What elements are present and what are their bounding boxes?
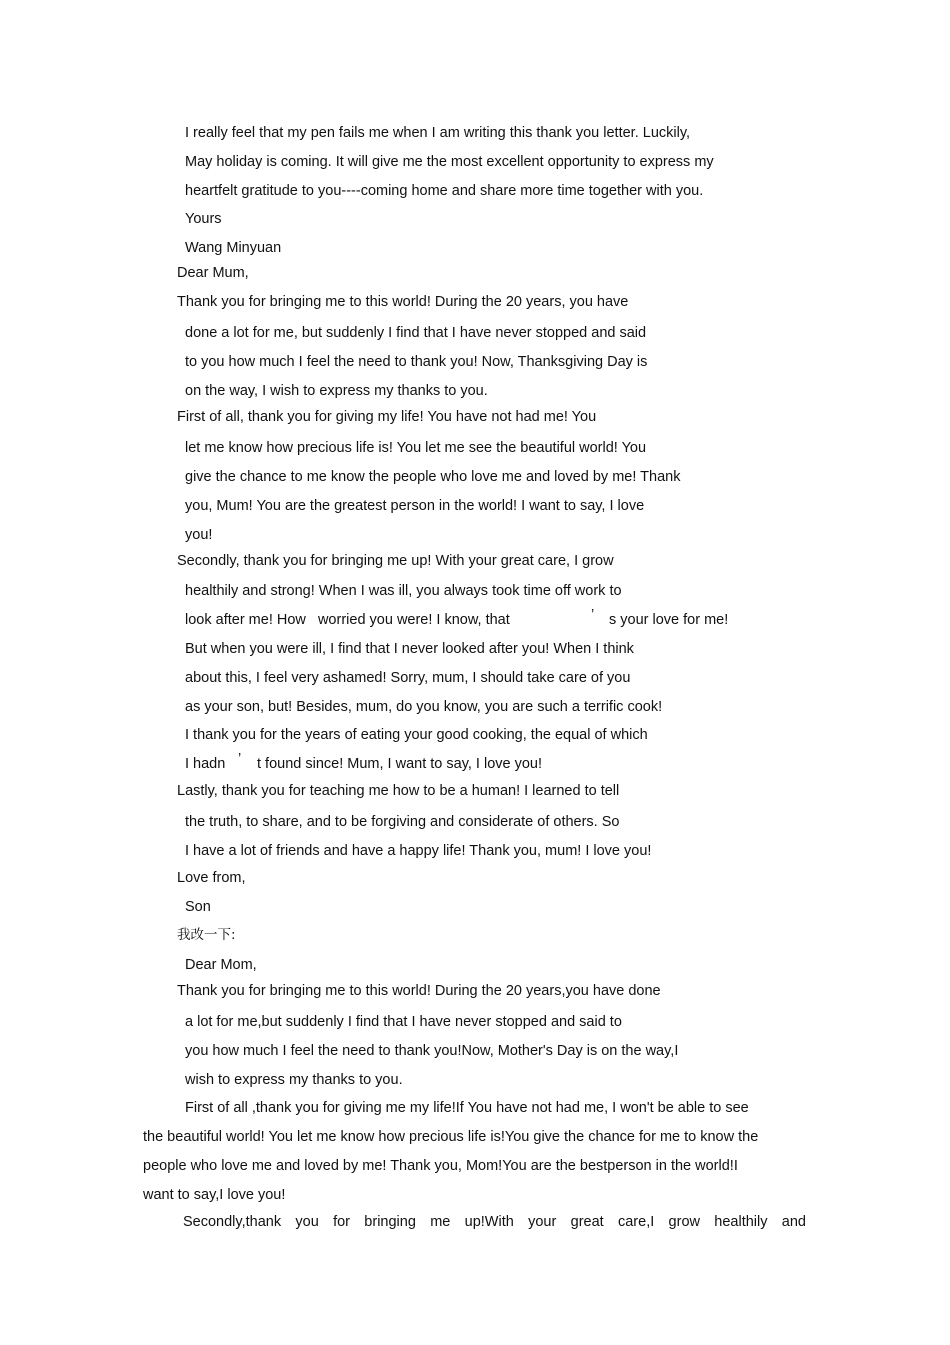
letter2-p1-line-1: Thank you for bringing me to this world! During the 20 years, you have [177, 294, 629, 310]
letter3-p1-line-2: a lot for me,but suddenly I find that I have never stopped and said to [185, 1014, 622, 1030]
letter1-line-3: heartfelt gratitude to you----coming home and share more time together with you. [185, 183, 704, 199]
letter3-p1-line-4: wish to express my thanks to you. [185, 1072, 403, 1088]
letter3-p2-line-1: First of all ,thank you for giving me my life!If You have not had me, I won't be able to see [185, 1100, 749, 1116]
letter2-closing: Love from, [177, 870, 246, 886]
letter2-p4-line-1: Lastly, thank you for teaching me how to be a human! I learned to tell [177, 783, 620, 799]
letter2-p3-apostrophe-1: ’ [591, 607, 595, 623]
letter2-p1-line-4: on the way, I wish to express my thanks to you. [185, 383, 488, 399]
letter1-line-2: May holiday is coming. It will give me the most excellent opportunity to express my [185, 154, 714, 170]
letter3-p2-line-4: want to say,I love you! [143, 1187, 286, 1203]
letter2-signature: Son [185, 899, 211, 915]
letter3-p3-line-1: Secondly,thank you for bringing me up!With your great care,I grow healthily and [183, 1214, 806, 1230]
letter1-line-1: I really feel that my pen fails me when I am writing this thank you letter. Luckily, [185, 125, 691, 141]
letter2-salutation: Dear Mum, [177, 265, 249, 281]
letter2-p2-line-2: let me know how precious life is! You let me see the beautiful world! You [185, 440, 647, 456]
letter2-p1-line-3: to you how much I feel the need to thank you! Now, Thanksgiving Day is [185, 354, 648, 370]
letter2-p3-apostrophe-2: ’ [238, 751, 242, 767]
letter2-p2-line-4: you, Mum! You are the greatest person in the world! I want to say, I love [185, 498, 645, 514]
letter2-p3-line-8a: I hadn [185, 756, 226, 772]
letter2-p3-line-1: Secondly, thank you for bringing me up! With your great care, I grow [177, 553, 614, 569]
letter2-p2-line-3: give the chance to me know the people who love me and loved by me! Thank [185, 469, 681, 485]
letter1-closing: Yours [185, 211, 222, 227]
revision-label: 我改一下: [177, 927, 236, 943]
letter2-p2-line-5: you! [185, 527, 213, 543]
letter2-p4-line-2: the truth, to share, and to be forgiving and considerate of others. So [185, 814, 620, 830]
letter3-p1-line-3: you how much I feel the need to thank you!Now, Mother's Day is on the way,I [185, 1043, 679, 1059]
letter2-p3-line-6: as your son, but! Besides, mum, do you know, you are such a terrific cook! [185, 699, 663, 715]
letter2-p3-line-8b: t found since! Mum, I want to say, I love you! [257, 756, 543, 772]
letter2-p3-line-7: I thank you for the years of eating your good cooking, the equal of which [185, 727, 648, 743]
letter1-signature: Wang Minyuan [185, 240, 282, 256]
letter2-p1-line-2: done a lot for me, but suddenly I find that I have never stopped and said [185, 325, 647, 341]
letter3-p2-line-3: people who love me and loved by me! Thank you, Mom!You are the bestperson in the world!I [143, 1158, 738, 1174]
letter2-p3-line-2: healthily and strong! When I was ill, you always took time off work to [185, 583, 622, 599]
letter2-p3-line-3a: look after me! How worried you were! I know, that [185, 612, 510, 628]
letter3-p2-line-2: the beautiful world! You let me know how precious life is!You give the chance for me to know the [143, 1129, 759, 1145]
letter3-salutation: Dear Mom, [185, 957, 257, 973]
letter2-p3-line-4: But when you were ill, I find that I never looked after you! When I think [185, 641, 634, 657]
letter2-p3-line-5: about this, I feel very ashamed! Sorry, mum, I should take care of you [185, 670, 631, 686]
letter2-p3-line-3b: s your love for me! [609, 612, 729, 628]
letter2-p2-line-1: First of all, thank you for giving my life! You have not had me! You [177, 409, 597, 425]
letter2-p4-line-3: I have a lot of friends and have a happy life! Thank you, mum! I love you! [185, 843, 652, 859]
letter3-p1-line-1: Thank you for bringing me to this world! During the 20 years,you have done [177, 983, 661, 999]
